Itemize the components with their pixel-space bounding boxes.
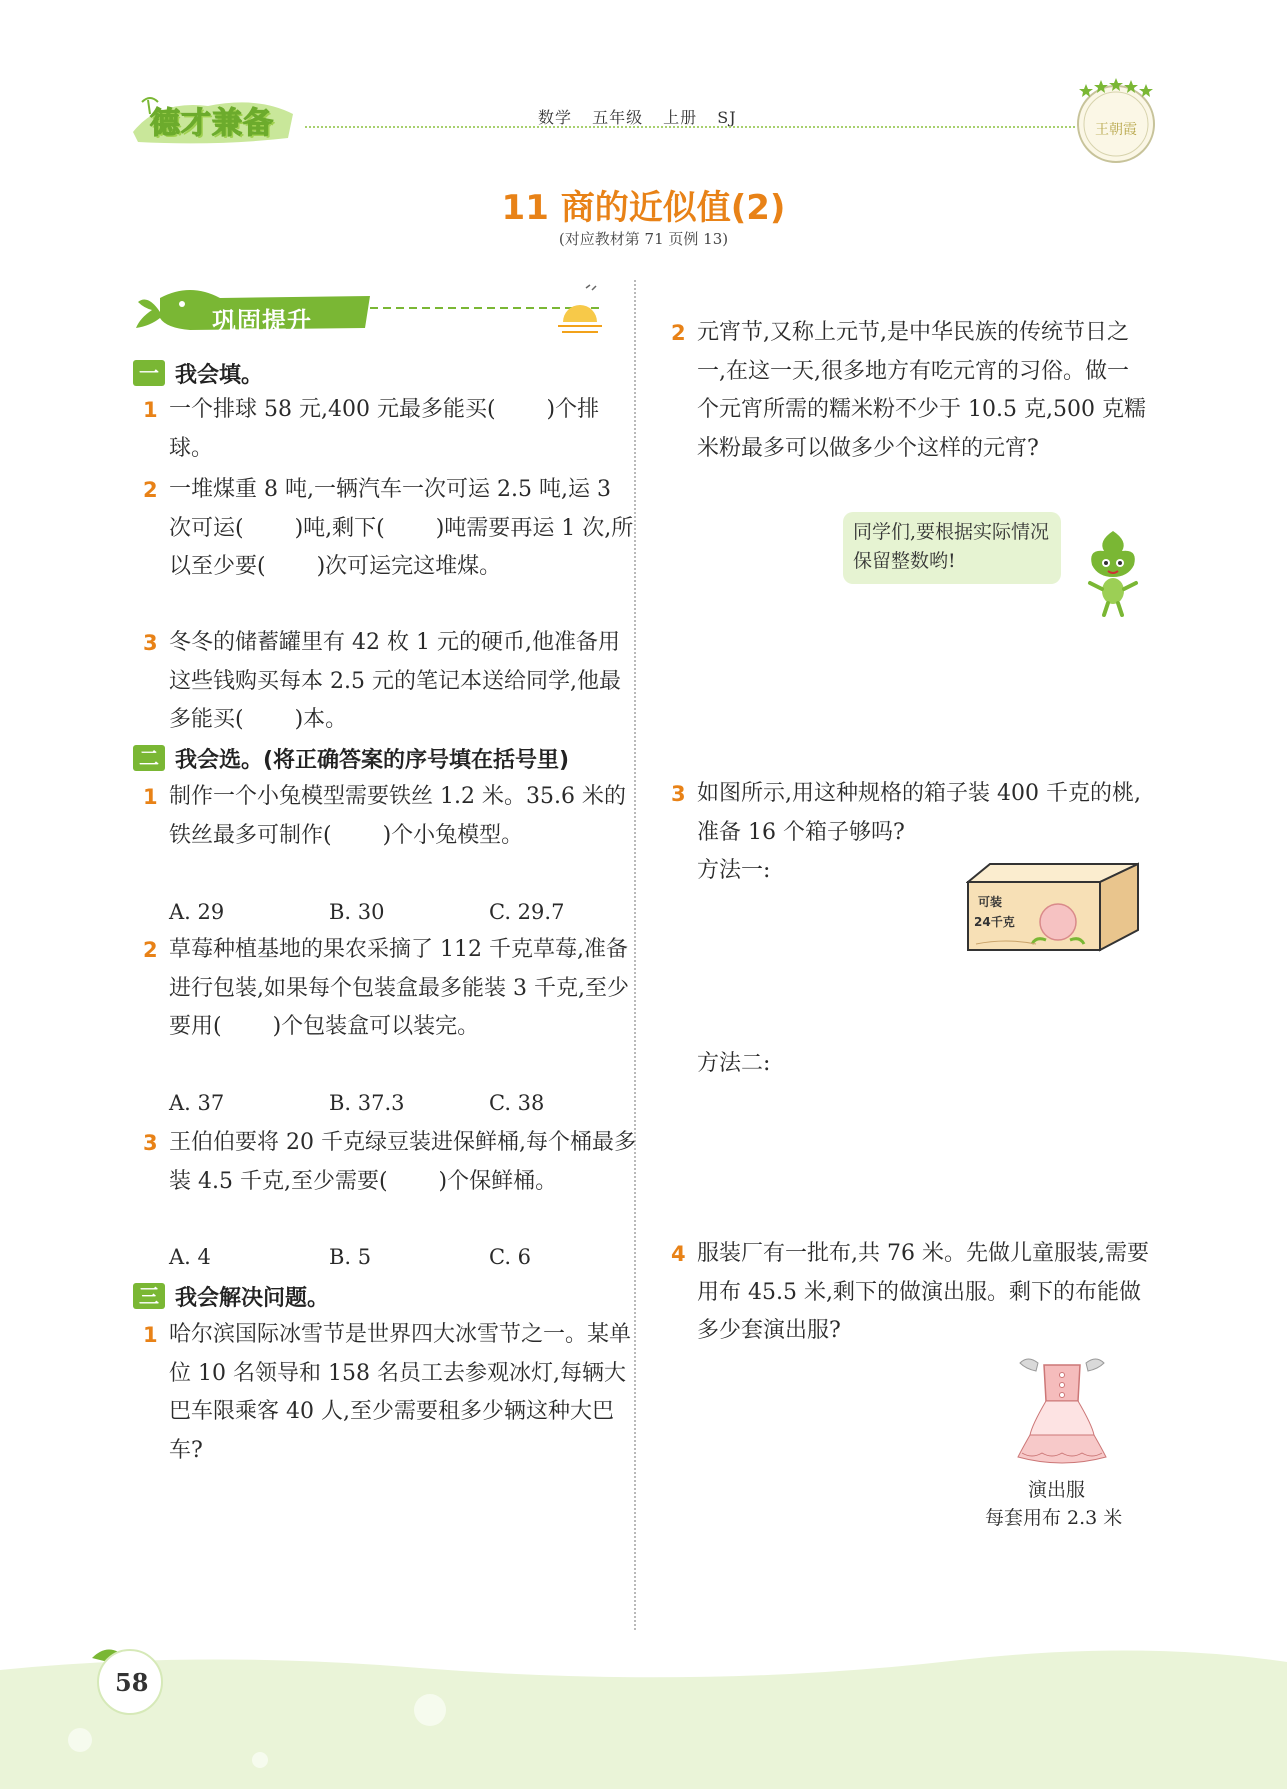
choose-options-1 (169, 900, 649, 924)
part-fill-title: 我会填。 (175, 362, 264, 388)
footer-decoration (0, 1640, 1287, 1789)
dress-caption-usage: 每套用布 2.3 米 (985, 1507, 1123, 1529)
page-number: 58 (115, 1668, 149, 1697)
question-text: 如图所示,用这种规格的箱子装 400 千克的桃,准备 16 个箱子够吗? (697, 781, 1141, 845)
solve-question-3 (671, 775, 1149, 852)
question-number: 1 (143, 1323, 158, 1347)
question-number: 2 (143, 938, 158, 962)
fill-question-3 (143, 624, 639, 740)
question-number: 2 (143, 478, 158, 502)
question-number: 3 (143, 631, 158, 655)
question-number: 1 (143, 785, 158, 809)
page-title: 11 商的近似值(2) (501, 188, 786, 228)
author-badge (1072, 78, 1160, 166)
option-b[interactable]: B. 30 (329, 900, 385, 924)
part-solve-number: 三 (133, 1283, 165, 1309)
part-fill-number: 一 (133, 360, 165, 386)
question-text: 冬冬的储蓄罐里有 42 枚 1 元的硬币,他准备用这些钱购买每本 2.5 元的笔记本送给同学,他最多能买( )本。 (169, 630, 621, 732)
choose-question-3 (143, 1124, 639, 1201)
question-number: 4 (671, 1242, 686, 1266)
option-c[interactable]: C. 6 (489, 1245, 532, 1269)
page-subtitle: (对应教材第 71 页例 13) (558, 230, 729, 248)
question-text: 元宵节,又称上元节,是中华民族的传统节日之一,在这一天,很多地方有吃元宵的习俗。做一个元宵所需的糯米粉不少于 10.5 克,500 克糯米粉最多可以做多少个这样的元宵? (697, 320, 1146, 461)
solve-question-4 (671, 1235, 1149, 1351)
solve-question-2 (671, 314, 1149, 468)
question-text: 一个排球 58 元,400 元最多能买( )个排球。 (169, 397, 600, 461)
choose-options-2 (169, 1091, 649, 1115)
option-a[interactable]: A. 4 (169, 1245, 211, 1269)
question-text: 草莓种植基地的果农采摘了 112 千克草莓,准备进行包装,如果每个包装盒最多能装 3 千克,至少要用( )个包装盒可以装完。 (169, 937, 629, 1039)
choose-options-3 (169, 1245, 649, 1269)
badge-text: 王朝霞 (1095, 122, 1137, 138)
option-c[interactable]: C. 38 (489, 1091, 545, 1115)
dress-illustration (1012, 1355, 1112, 1473)
option-b[interactable]: B. 37.3 (329, 1091, 405, 1115)
option-a[interactable]: A. 37 (169, 1091, 225, 1115)
choose-question-2 (143, 931, 639, 1047)
solve-question-1 (143, 1316, 639, 1470)
question-number: 3 (671, 782, 686, 806)
header-dotted-line (305, 126, 1075, 128)
question-text: 王伯伯要将 20 千克绿豆装进保鲜桶,每个桶最多装 4.5 千克,至少需要( )个保鲜桶。 (169, 1130, 636, 1194)
hint-bubble: 同学们,要根据实际情况保留整数哟! (843, 512, 1061, 584)
option-c[interactable]: C. 29.7 (489, 900, 565, 924)
part-solve-title: 我会解决问题。 (175, 1285, 330, 1311)
fill-question-1 (143, 391, 639, 468)
option-b[interactable]: B. 5 (329, 1245, 372, 1269)
box-label-weight: 24千克 (974, 915, 1015, 929)
question-number: 2 (671, 321, 686, 345)
part-fill-header (133, 358, 263, 388)
part-choose-title: 我会选。(将正确答案的序号填在括号里) (175, 747, 570, 773)
question-number: 1 (143, 398, 158, 422)
part-choose-header (133, 743, 569, 773)
choose-question-1 (143, 778, 639, 855)
part-solve-header (133, 1281, 329, 1311)
question-text: 制作一个小兔模型需要铁丝 1.2 米。35.6 米的铁丝最多可制作( )个小兔模型。 (169, 784, 626, 848)
part-choose-number: 二 (133, 745, 165, 771)
section-banner-label: 巩固提升 (212, 307, 312, 335)
method-two-label: 方法二: (697, 1051, 771, 1076)
subject-line: 数学 五年级 上册 SJ (538, 108, 737, 127)
mascot-illustration (1078, 527, 1148, 617)
brand-text: 德才兼备 (150, 106, 274, 141)
section-banner (130, 282, 615, 342)
question-text: 一堆煤重 8 吨,一辆汽车一次可运 2.5 吨,运 3 次可运( )吨,剩下( )吨需要再运 1 次,所以至少要( )次可运完这堆煤。 (169, 477, 634, 579)
dress-caption-title: 演出服 (1028, 1479, 1086, 1501)
method-one-label: 方法一: (697, 858, 771, 883)
question-number: 3 (143, 1131, 158, 1155)
question-text: 哈尔滨国际冰雪节是世界四大冰雪节之一。某单位 10 名领导和 158 名员工去参观冰灯,每辆大巴车限乘客 40 人,至少需要租多少辆这种大巴车? (169, 1322, 632, 1463)
option-a[interactable]: A. 29 (169, 900, 225, 924)
box-label-capacity: 可装 (978, 895, 1003, 909)
question-text: 服装厂有一批布,共 76 米。先做儿童服装,需要用布 45.5 米,剩下的做演出服。剩下的布能做多少套演出服? (697, 1241, 1149, 1343)
peach-box-illustration (966, 860, 1140, 952)
fill-question-2 (143, 471, 639, 587)
